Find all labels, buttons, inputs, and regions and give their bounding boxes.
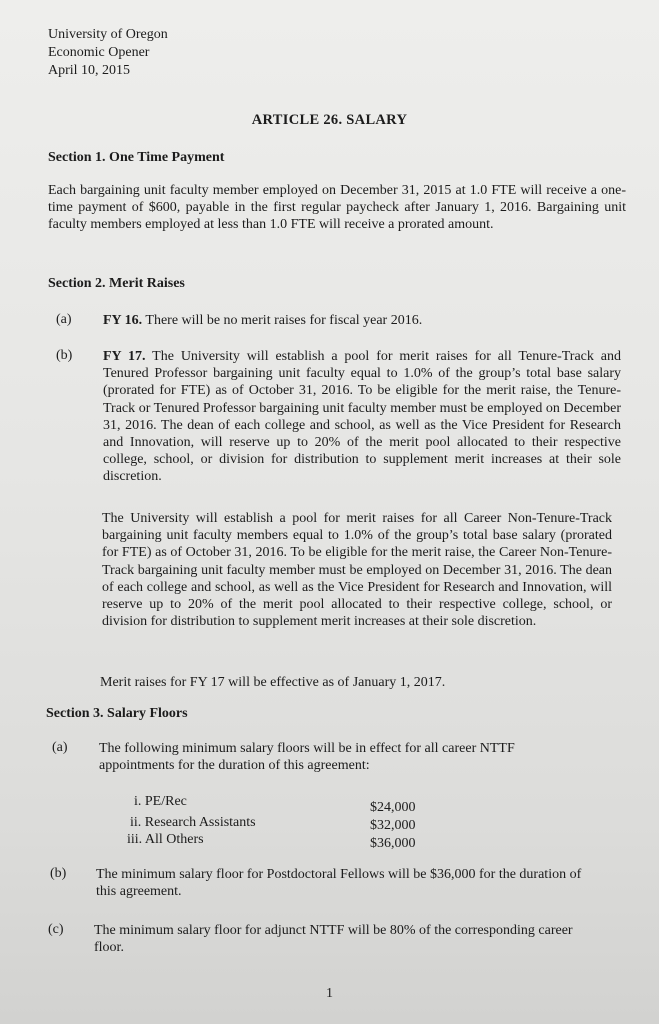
section1-heading: Section 1. One Time Payment — [48, 150, 225, 165]
floor-amount: $24,000 — [370, 800, 416, 815]
section2-a-label: (a) — [56, 312, 72, 327]
header-date: April 10, 2015 — [48, 63, 131, 78]
section3-b-label: (b) — [50, 866, 67, 881]
page-number: 1 — [326, 986, 333, 1001]
section2-a-text — [103, 312, 623, 329]
floor-num: iii. — [127, 832, 143, 847]
floor-amount: $32,000 — [370, 818, 416, 833]
section1-text: Each bargaining unit faculty member employed on December 31, 2015 at 1.0 FTE will receive a one-time payment of $600, payable in the first regular paycheck after January 1, 2016. Bargaining unit faculty members employed at less than 1.0 FTE will receive a prorated amount. — [48, 183, 626, 233]
section2-b-paragraph2: The University will establish a pool for merit raises for all Career Non-Tenure-Track bargaining unit faculty members equal to 1.0% of the group’s total base salary (prorated for FTE) as of October 31, 2016. To be eligible for the merit raise, the Career Non-Tenure-Track bargaining unit faculty member must be employed on December 31, 2016. The dean of each college and school, as well as the Vice President for Research and Innovation, will reserve up to 20% of the merit pool allocated to their respective college, school, or division for distribution to supplement merit increases at their sole discretion. — [102, 511, 612, 630]
floor-name: PE/Rec — [144, 794, 187, 809]
section2-b-body: The University will establish a pool for merit raises for all Tenure-Track and Tenured Professor bargaining unit faculty equal to 1.0% of the group’s total base salary (prorated for FTE) as of October 31, 2016. To be eligible for the merit raise, the Tenure-Track or Tenured Professor bargaining unit faculty member must be employed on December 31, 2016. The dean of each college and school, as well as the Vice President for Research and Innovation, will reserve up to 20% of the merit pool allocated to their respective college, school, or division for distribution to supplement merit increases at their sole discretion. — [103, 349, 621, 485]
salary-floor-item — [127, 832, 204, 848]
floor-amount: $36,000 — [370, 836, 416, 851]
section3-heading: Section 3. Salary Floors — [46, 706, 188, 721]
floor-name: All Others — [144, 832, 204, 847]
section2-b-effective: Merit raises for FY 17 will be effective as of January 1, 2017. — [100, 675, 446, 690]
section2-b-label: (b) — [56, 348, 73, 363]
section2-b-title: FY 17. — [103, 349, 146, 364]
salary-floor-item — [130, 815, 256, 831]
salary-floor-item — [134, 794, 187, 810]
article-title: ARTICLE 26. SALARY — [251, 112, 408, 128]
section3-a-text: The following minimum salary floors will be in effect for all career NTTF appointments for the duration of this agreement: — [99, 741, 515, 774]
section2-b-text — [103, 348, 621, 486]
section3-c-label: (c) — [48, 922, 64, 937]
section2-heading: Section 2. Merit Raises — [48, 276, 185, 291]
section3-c-text: The minimum salary floor for adjunct NTTF will be 80% of the corresponding career floor. — [94, 923, 573, 956]
document-header — [48, 26, 168, 80]
floor-num: i. — [134, 794, 142, 809]
section3-b-text: The minimum salary floor for Postdoctoral Fellows will be $36,000 for the duration of this agreement. — [96, 867, 582, 900]
section2-a-title: FY 16. — [103, 313, 143, 328]
header-institution: University of Oregon — [48, 27, 168, 42]
section2-a-body: There will be no merit raises for fiscal year 2016. — [145, 313, 423, 328]
header-subject: Economic Opener — [48, 45, 150, 60]
floor-num: ii. — [130, 815, 142, 830]
floor-name: Research Assistants — [144, 815, 256, 830]
section3-a-label: (a) — [52, 740, 68, 755]
